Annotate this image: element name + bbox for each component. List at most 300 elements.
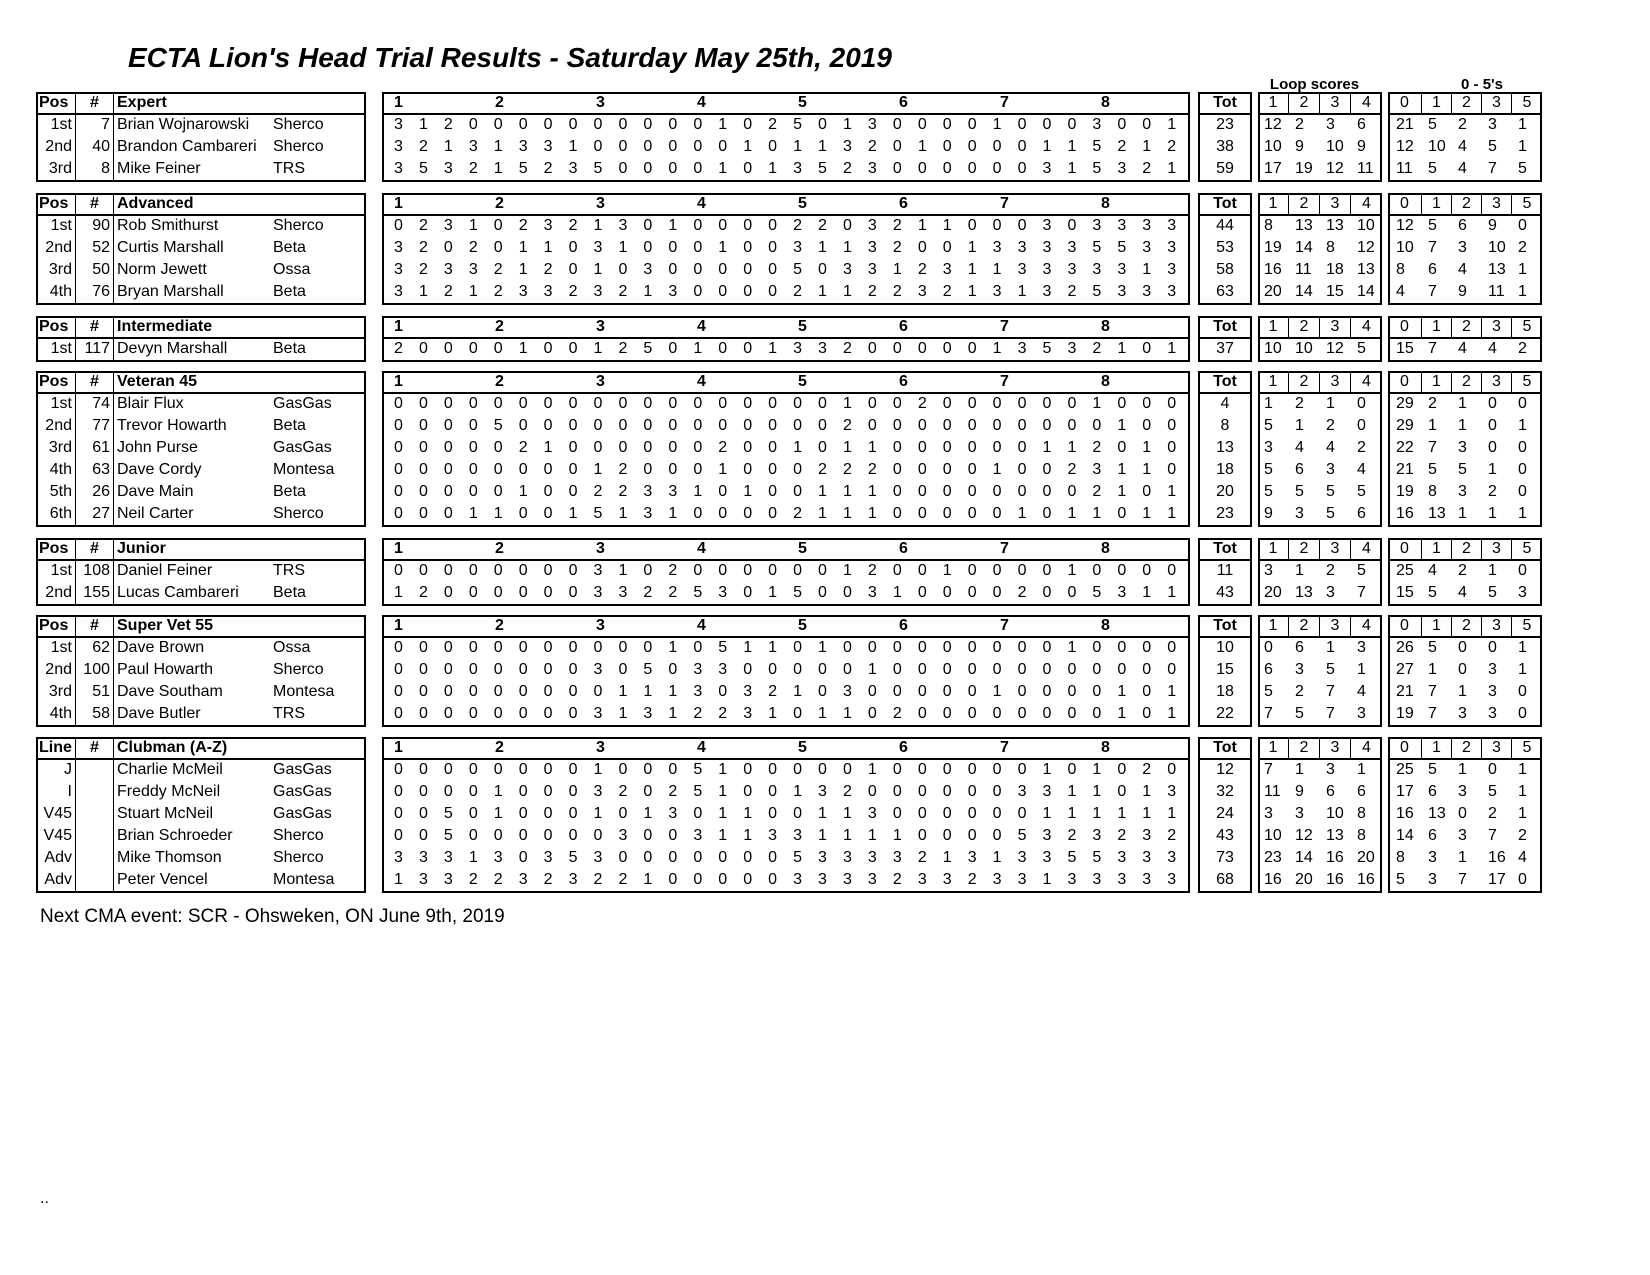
loop-number: 2 — [1289, 316, 1320, 338]
score-count: 1 — [1518, 116, 1527, 133]
class-name: Intermediate — [117, 318, 213, 335]
loop-number: 4 — [1362, 373, 1371, 390]
section-scores: 0 0 0 0 5 0 0 0 0 0 0 0 0 0 0 0 0 0 2 0 0 0 0 0 0 0 0 0 0 1 0 0 — [394, 417, 1177, 434]
rider-bike: Sherco — [273, 849, 324, 866]
loop-score: 8 — [1264, 217, 1273, 234]
rider-loops-row — [1258, 281, 1382, 303]
loop-number: 1 — [1258, 371, 1289, 393]
loop-header-row — [1258, 92, 1382, 114]
loop-score: 9 — [1295, 783, 1304, 800]
zero-five-box — [1388, 92, 1542, 182]
rider-total: 58 — [1216, 261, 1234, 278]
total-box — [1198, 92, 1252, 182]
score-count-header: 3 — [1482, 615, 1512, 637]
rider-position: 4th — [36, 281, 76, 303]
rider-zeros-row — [1388, 136, 1542, 158]
score-count: 7 — [1458, 871, 1467, 888]
rider-row — [36, 459, 366, 481]
rider-number: 8 — [76, 158, 114, 180]
section-number: 4 — [697, 739, 706, 756]
section-number: 6 — [899, 739, 908, 756]
rider-loops-row — [1258, 847, 1382, 869]
section-number: 4 — [697, 195, 706, 212]
section-number: 1 — [394, 318, 403, 335]
rider-number: 117 — [76, 338, 114, 360]
loop-score: 2 — [1295, 116, 1304, 133]
score-count: 0 — [1488, 395, 1497, 412]
section-number: 7 — [1000, 739, 1009, 756]
class-header-row — [36, 615, 366, 637]
rider-name: Mike Feiner — [117, 160, 201, 177]
rider-number — [76, 803, 114, 825]
rider-zeros-row — [1388, 393, 1542, 415]
rider-name: Dave Main — [117, 483, 194, 500]
rider-number: 77 — [76, 415, 114, 437]
rider-number: 155 — [76, 582, 114, 604]
section-number: 1 — [394, 540, 403, 557]
score-count: 12 — [1396, 217, 1414, 234]
rider-total: 73 — [1216, 849, 1234, 866]
rider-total: 53 — [1216, 239, 1234, 256]
loop-score: 1 — [1295, 562, 1304, 579]
rider-position: 6th — [36, 503, 76, 525]
section-scores: 0 0 5 0 1 0 0 0 1 0 1 3 0 1 1 0 0 1 1 3 0 0 0 0 0 0 1 1 1 1 1 1 — [394, 805, 1177, 822]
rider-loops-row — [1258, 803, 1382, 825]
total-header: Tot — [1213, 540, 1237, 557]
loop-number: 3 — [1320, 193, 1351, 215]
section-scores-box — [382, 737, 1190, 893]
loop-number: 4 — [1362, 739, 1371, 756]
rider-total: 23 — [1216, 116, 1234, 133]
rider-total-row — [1198, 136, 1252, 158]
score-count: 1 — [1458, 683, 1467, 700]
loop-score: 19 — [1264, 239, 1282, 256]
rider-scores-row — [382, 825, 1190, 847]
rider-total-row — [1198, 259, 1252, 281]
rider-name: Dave Brown — [117, 639, 205, 656]
score-count: 15 — [1396, 340, 1414, 357]
loop-scores-box — [1258, 538, 1382, 606]
section-number: 5 — [798, 617, 807, 634]
loop-score: 5 — [1326, 483, 1335, 500]
score-count: 8 — [1396, 261, 1405, 278]
section-number: 1 — [394, 739, 403, 756]
loop-score: 3 — [1295, 805, 1304, 822]
rider-name: Devyn Marshall — [117, 340, 228, 357]
score-count-header: 2 — [1452, 371, 1482, 393]
score-count-header: 3 — [1482, 316, 1512, 338]
rider-zeros-row — [1388, 459, 1542, 481]
rider-row — [36, 393, 366, 415]
rider-row — [36, 825, 366, 847]
rider-loops-row — [1258, 759, 1382, 781]
loop-score: 6 — [1357, 783, 1366, 800]
rider-bike: Beta — [273, 340, 306, 357]
rider-scores-row — [382, 560, 1190, 582]
loop-score: 11 — [1357, 160, 1374, 177]
rider-total-row — [1198, 869, 1252, 891]
rider-bike: Montesa — [273, 683, 335, 700]
total-header-row — [1198, 538, 1252, 560]
rider-number — [76, 825, 114, 847]
loop-score: 10 — [1264, 138, 1282, 155]
loop-number: 3 — [1320, 316, 1351, 338]
rider-bike: GasGas — [273, 395, 332, 412]
loop-number: 4 — [1362, 617, 1371, 634]
section-scores: 0 0 0 0 0 1 0 0 2 2 3 3 1 0 1 0 0 1 1 1 0 0 0 0 0 0 0 0 2 1 0 1 — [394, 483, 1177, 500]
score-count: 3 — [1458, 239, 1467, 256]
loop-score: 18 — [1326, 261, 1344, 278]
loop-score: 9 — [1357, 138, 1366, 155]
rider-position: 1st — [36, 560, 76, 582]
loop-score: 16 — [1357, 871, 1375, 888]
rider-total: 4 — [1220, 395, 1230, 412]
rider-total-row — [1198, 847, 1252, 869]
rider-total-row — [1198, 481, 1252, 503]
score-count: 8 — [1396, 849, 1405, 866]
rider-bike: TRS — [273, 160, 305, 177]
rider-row — [36, 637, 366, 659]
loop-number: 1 — [1258, 316, 1289, 338]
score-count: 19 — [1396, 483, 1414, 500]
score-count-header: 0 — [1388, 538, 1422, 560]
score-count: 13 — [1488, 261, 1506, 278]
loop-score: 20 — [1295, 871, 1313, 888]
section-number: 2 — [495, 540, 504, 557]
rider-total-row — [1198, 637, 1252, 659]
rider-zeros-row — [1388, 803, 1542, 825]
section-number: 1 — [394, 94, 403, 111]
rider-number — [76, 869, 114, 891]
rider-zeros-row — [1388, 703, 1542, 725]
rider-row — [36, 659, 366, 681]
rider-scores-row — [382, 681, 1190, 703]
rider-position: 3rd — [36, 681, 76, 703]
rider-position: 1st — [36, 215, 76, 237]
rider-loops-row — [1258, 825, 1382, 847]
score-count: 10 — [1428, 138, 1446, 155]
score-count: 5 — [1428, 461, 1437, 478]
rider-total-row — [1198, 681, 1252, 703]
section-number: 5 — [798, 318, 807, 335]
score-count-header: 0 — [1388, 737, 1422, 759]
rider-number: 76 — [76, 281, 114, 303]
score-count: 1 — [1488, 505, 1497, 522]
rider-position: 1st — [36, 338, 76, 360]
loop-score: 5 — [1264, 483, 1273, 500]
score-count-header: 5 — [1522, 195, 1532, 212]
loop-number: 3 — [1320, 538, 1351, 560]
loop-number: 4 — [1362, 540, 1371, 557]
loop-score: 6 — [1357, 505, 1366, 522]
loop-score: 1 — [1326, 395, 1335, 412]
rider-name: Brian Wojnarowski — [117, 116, 250, 133]
page-title: ECTA Lion's Head Trial Results - Saturday May 25th, 2019 — [128, 42, 892, 73]
score-count: 1 — [1518, 805, 1527, 822]
rider-scores-row — [382, 215, 1190, 237]
rider-name: Curtis Marshall — [117, 239, 224, 256]
rider-row — [36, 781, 366, 803]
rider-zeros-row — [1388, 338, 1542, 360]
rider-total: 68 — [1216, 871, 1234, 888]
loop-scores-box — [1258, 193, 1382, 305]
rider-number — [76, 847, 114, 869]
loop-score: 13 — [1295, 584, 1313, 601]
rider-info-box — [36, 316, 366, 362]
number-header: # — [76, 371, 114, 393]
rider-zeros-row — [1388, 582, 1542, 604]
rider-name: Dave Butler — [117, 705, 201, 722]
loop-score: 5 — [1357, 483, 1366, 500]
rider-row — [36, 681, 366, 703]
rider-total-row — [1198, 237, 1252, 259]
loop-score: 10 — [1326, 138, 1344, 155]
score-count: 27 — [1396, 661, 1414, 678]
loop-score: 11 — [1295, 261, 1312, 278]
loop-scores-box — [1258, 92, 1382, 182]
score-count: 0 — [1488, 417, 1497, 434]
loop-number: 4 — [1362, 318, 1371, 335]
rider-bike: Montesa — [273, 871, 335, 888]
rider-bike: GasGas — [273, 783, 332, 800]
total-header-row — [1198, 193, 1252, 215]
score-count: 1 — [1458, 761, 1467, 778]
loop-number: 3 — [1320, 371, 1351, 393]
score-count: 16 — [1488, 849, 1506, 866]
score-count: 2 — [1518, 340, 1527, 357]
score-count: 0 — [1518, 483, 1527, 500]
rider-name: Mike Thomson — [117, 849, 222, 866]
rider-info-box — [36, 92, 366, 182]
loop-score: 4 — [1295, 439, 1304, 456]
score-count: 5 — [1458, 461, 1467, 478]
loop-scores-box — [1258, 615, 1382, 727]
section-number: 6 — [899, 540, 908, 557]
score-count: 2 — [1488, 805, 1497, 822]
score-count: 11 — [1488, 283, 1505, 300]
rider-name: Paul Howarth — [117, 661, 214, 678]
section-scores: 3 1 2 0 0 0 0 0 0 0 0 0 0 1 0 2 5 0 1 3 0 0 0 0 1 0 0 0 3 0 0 1 — [394, 116, 1177, 133]
rider-bike: Sherco — [273, 505, 324, 522]
score-count-header: 0 — [1388, 371, 1422, 393]
loop-score: 19 — [1295, 160, 1313, 177]
section-scores-box — [382, 193, 1190, 305]
score-count: 5 — [1396, 871, 1405, 888]
rider-position: 4th — [36, 459, 76, 481]
zero-five-box — [1388, 538, 1542, 606]
rider-loops-row — [1258, 338, 1382, 360]
score-count: 2 — [1488, 483, 1497, 500]
score-count: 1 — [1458, 505, 1467, 522]
section-number: 4 — [697, 373, 706, 390]
score-count: 2 — [1458, 116, 1467, 133]
number-header: # — [76, 615, 114, 637]
section-scores: 0 0 0 0 0 0 0 0 1 0 0 0 5 1 0 0 0 0 0 1 0 0 0 0 0 0 1 0 1 0 2 0 — [394, 761, 1177, 778]
loop-score: 2 — [1295, 683, 1304, 700]
rider-name: Brian Schroeder — [117, 827, 233, 844]
rider-scores-row — [382, 136, 1190, 158]
pos-header: Line — [36, 737, 76, 759]
score-count: 0 — [1488, 639, 1497, 656]
score-count-header: 2 — [1452, 193, 1482, 215]
score-count: 2 — [1458, 562, 1467, 579]
loop-score: 1 — [1357, 661, 1366, 678]
loop-score: 8 — [1357, 827, 1366, 844]
rider-zeros-row — [1388, 637, 1542, 659]
loop-scores-box — [1258, 737, 1382, 893]
rider-total: 13 — [1216, 439, 1234, 456]
score-count: 1 — [1458, 417, 1467, 434]
total-header-row — [1198, 316, 1252, 338]
loop-header-row — [1258, 538, 1382, 560]
score-count-header: 0 — [1388, 615, 1422, 637]
rider-loops-row — [1258, 781, 1382, 803]
score-count: 3 — [1428, 849, 1437, 866]
zero-header-row — [1388, 193, 1542, 215]
section-header-row — [382, 538, 1190, 560]
loop-number: 3 — [1320, 615, 1351, 637]
loop-number: 2 — [1289, 193, 1320, 215]
loop-number: 2 — [1289, 92, 1320, 114]
rider-scores-row — [382, 637, 1190, 659]
rider-total: 44 — [1216, 217, 1234, 234]
rider-total: 63 — [1216, 283, 1234, 300]
score-count-header: 0 — [1388, 92, 1422, 114]
loop-number: 1 — [1258, 92, 1289, 114]
section-number: 6 — [899, 94, 908, 111]
section-number: 5 — [798, 195, 807, 212]
score-count: 5 — [1488, 584, 1497, 601]
rider-number: 74 — [76, 393, 114, 415]
score-count-header: 0 — [1388, 193, 1422, 215]
score-count: 4 — [1458, 261, 1467, 278]
score-count: 7 — [1428, 340, 1437, 357]
number-header: # — [76, 193, 114, 215]
total-header: Tot — [1213, 195, 1237, 212]
loop-header-row — [1258, 615, 1382, 637]
rider-total-row — [1198, 759, 1252, 781]
loop-score: 8 — [1326, 239, 1335, 256]
score-count: 1 — [1488, 562, 1497, 579]
rider-total: 8 — [1220, 417, 1230, 434]
rider-loops-row — [1258, 459, 1382, 481]
section-scores: 0 0 0 0 0 0 0 0 1 2 0 0 0 1 0 0 0 2 2 2 0 0 0 0 1 0 0 2 3 1 1 0 — [394, 461, 1177, 478]
total-box — [1198, 193, 1252, 305]
section-number: 3 — [596, 617, 605, 634]
rider-position: 1st — [36, 637, 76, 659]
rider-number: 50 — [76, 259, 114, 281]
rider-scores-row — [382, 338, 1190, 360]
section-scores: 0 0 0 0 0 0 0 0 0 1 1 1 3 0 3 2 1 0 3 0 0 0 0 0 1 0 0 0 0 1 0 1 — [394, 683, 1177, 700]
score-count: 4 — [1428, 562, 1437, 579]
score-count: 6 — [1428, 783, 1437, 800]
rider-total-row — [1198, 703, 1252, 725]
rider-total: 43 — [1216, 827, 1234, 844]
section-scores: 2 0 0 0 0 1 0 0 1 2 5 0 1 0 0 1 3 3 2 0 0 0 0 0 1 3 5 3 2 1 0 1 — [394, 340, 1177, 357]
section-number: 6 — [899, 318, 908, 335]
rider-info-box — [36, 193, 366, 305]
rider-zeros-row — [1388, 759, 1542, 781]
zero-five-box — [1388, 615, 1542, 727]
rider-number: 62 — [76, 637, 114, 659]
rider-loops-row — [1258, 158, 1382, 180]
loop-score: 6 — [1264, 661, 1273, 678]
section-number: 6 — [899, 195, 908, 212]
loop-score: 3 — [1357, 705, 1366, 722]
loop-score: 2 — [1326, 562, 1335, 579]
loop-score: 5 — [1357, 562, 1366, 579]
rider-scores-row — [382, 437, 1190, 459]
loop-score: 6 — [1357, 116, 1366, 133]
loop-score: 13 — [1326, 217, 1344, 234]
loop-score: 1 — [1295, 761, 1304, 778]
rider-bike: TRS — [273, 705, 305, 722]
score-count: 5 — [1428, 761, 1437, 778]
rider-total-row — [1198, 393, 1252, 415]
section-number: 3 — [596, 739, 605, 756]
loop-score: 10 — [1357, 217, 1375, 234]
section-scores: 1 2 0 0 0 0 0 0 3 3 2 2 5 3 0 1 5 0 0 3 1 0 0 0 0 2 0 0 5 3 1 1 — [394, 584, 1177, 601]
pos-header: Pos — [36, 538, 76, 560]
loop-score: 14 — [1295, 239, 1313, 256]
score-count: 3 — [1488, 661, 1497, 678]
rider-row — [36, 759, 366, 781]
loop-score: 10 — [1264, 340, 1282, 357]
zero-five-box — [1388, 193, 1542, 305]
rider-number: 52 — [76, 237, 114, 259]
score-count-header: 1 — [1422, 316, 1452, 338]
rider-scores-row — [382, 659, 1190, 681]
score-count: 4 — [1458, 340, 1467, 357]
rider-name: Brandon Cambareri — [117, 138, 257, 155]
score-count: 16 — [1396, 805, 1414, 822]
loop-score: 7 — [1264, 761, 1273, 778]
score-count: 21 — [1396, 116, 1414, 133]
score-count: 1 — [1518, 417, 1527, 434]
loop-header-row — [1258, 193, 1382, 215]
loop-score: 9 — [1295, 138, 1304, 155]
total-header: Tot — [1213, 373, 1237, 390]
total-header-row — [1198, 615, 1252, 637]
rider-total-row — [1198, 781, 1252, 803]
rider-loops-row — [1258, 503, 1382, 525]
loop-score: 5 — [1326, 505, 1335, 522]
score-count: 6 — [1428, 827, 1437, 844]
loop-score: 20 — [1264, 283, 1282, 300]
rider-number: 26 — [76, 481, 114, 503]
loop-score: 17 — [1264, 160, 1282, 177]
rider-total: 10 — [1216, 639, 1234, 656]
loop-score: 6 — [1295, 639, 1304, 656]
score-count: 0 — [1518, 217, 1527, 234]
score-count-header: 2 — [1452, 615, 1482, 637]
rider-name: Neil Carter — [117, 505, 194, 522]
score-count-header: 2 — [1452, 538, 1482, 560]
section-scores-box — [382, 371, 1190, 527]
rider-row — [36, 281, 366, 303]
rider-name: Daniel Feiner — [117, 562, 213, 579]
rider-zeros-row — [1388, 481, 1542, 503]
rider-bike: GasGas — [273, 805, 332, 822]
score-count: 21 — [1396, 683, 1414, 700]
loop-number: 1 — [1258, 193, 1289, 215]
rider-total: 59 — [1216, 160, 1234, 177]
loop-score: 3 — [1295, 661, 1304, 678]
zero-header-row — [1388, 371, 1542, 393]
section-number: 1 — [394, 617, 403, 634]
rider-position: 2nd — [36, 659, 76, 681]
score-count: 3 — [1488, 705, 1497, 722]
